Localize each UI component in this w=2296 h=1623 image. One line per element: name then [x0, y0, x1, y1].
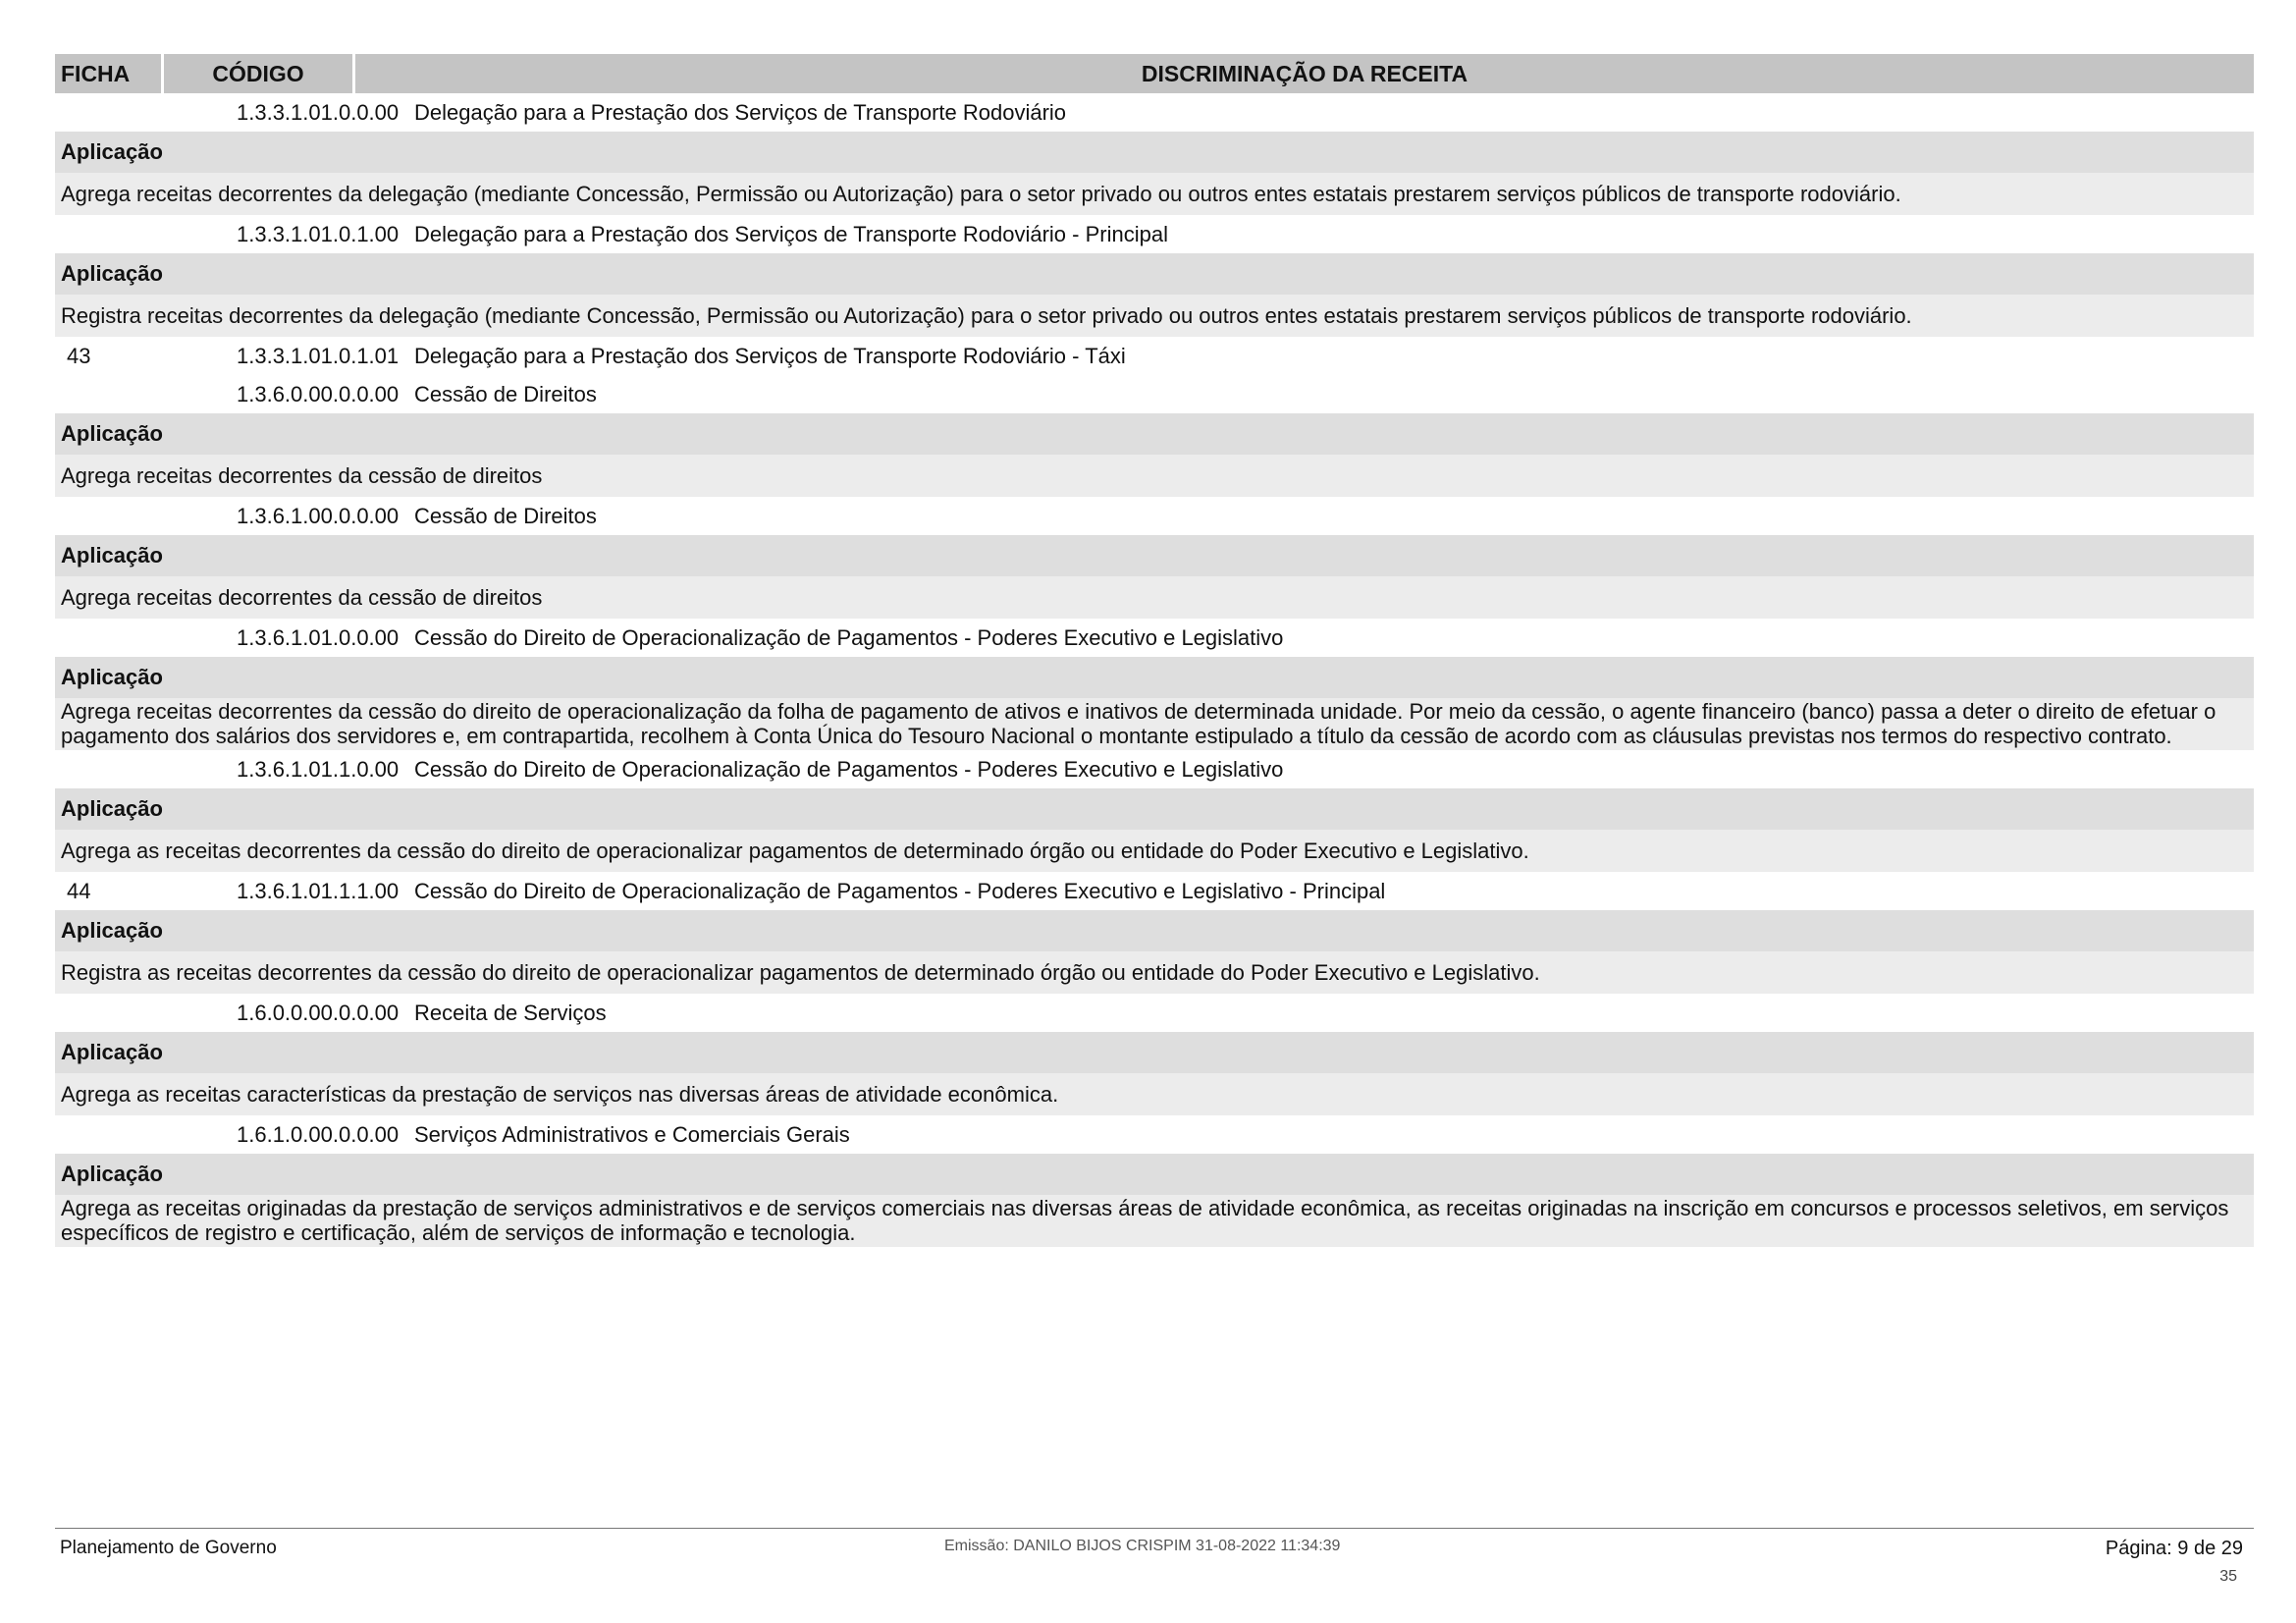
footer-page-indicator: Página: 9 de 29: [2105, 1538, 2243, 1559]
header-codigo: CÓDIGO: [164, 54, 352, 93]
code-row: [55, 994, 2254, 1032]
aplicacao-heading: Aplicação: [55, 1154, 2254, 1195]
codigo-cell: 1.3.3.1.01.0.1.00: [237, 221, 400, 246]
descricao-cell: Cessão de Direitos: [414, 503, 597, 528]
aplicacao-heading: Aplicação: [55, 253, 2254, 295]
descricao-cell: Cessão do Direito de Operacionalização de Pagamentos - Poderes Executivo e Legislativo: [414, 624, 1284, 650]
descricao-cell: Receita de Serviços: [414, 1000, 607, 1025]
aplicacao-text: Agrega receitas decorrentes da cessão de direitos: [55, 576, 2254, 619]
aplicacao-heading: Aplicação: [55, 413, 2254, 455]
aplicacao-text: Agrega receitas decorrentes da cessão de direitos: [55, 455, 2254, 497]
codigo-cell: 1.3.3.1.01.0.0.00: [237, 99, 400, 125]
code-row: [55, 497, 2254, 535]
codigo-cell: 1.3.6.0.00.0.0.00: [237, 381, 400, 406]
aplicacao-heading: Aplicação: [55, 910, 2254, 951]
code-row: [55, 750, 2254, 788]
code-row: [55, 215, 2254, 253]
footer-page-number: 35: [2219, 1568, 2237, 1585]
codigo-cell: 1.3.6.1.01.1.1.00: [237, 878, 400, 903]
descricao-cell: Delegação para a Prestação dos Serviços de Transporte Rodoviário: [414, 99, 1067, 125]
codigo-cell: 1.3.6.1.01.0.0.00: [237, 624, 400, 650]
aplicacao-text: Agrega as receitas decorrentes da cessão do direito de operacionalizar pagamentos de determinado órgão ou entidade do Poder Executivo e Legislativo.: [55, 830, 2254, 872]
table-header: [55, 54, 2254, 93]
aplicacao-text: Agrega as receitas originadas da prestação de serviços administrativos e de serviços comerciais nas diversas áreas de atividade econômica, as receitas originadas na inscrição em concursos e processos seletivos, em serviços específicos de registro e certificação, além de serviços de informação e tecnologia.: [55, 1195, 2254, 1247]
code-row: [55, 1115, 2254, 1154]
codigo-cell: 1.6.1.0.00.0.0.00: [237, 1121, 400, 1147]
header-discriminacao: DISCRIMINAÇÃO DA RECEITA: [355, 54, 2254, 93]
descricao-cell: Delegação para a Prestação dos Serviços de Transporte Rodoviário - Principal: [414, 221, 1168, 246]
code-row: [55, 93, 2254, 132]
aplicacao-text: Agrega receitas decorrentes da cessão do direito de operacionalização da folha de pagamento de ativos e inativos de determinada unidade. Por meio da cessão, o agente financeiro (banco) passa a deter o direito de efetuar o pagamento dos salários dos servidores e, em contrapartida, recolhem à Conta Única do Tesouro Nacional o montante estipulado a título da cessão de acordo com as cláusulas previstas nos termos do respectivo contrato.: [55, 698, 2254, 750]
aplicacao-heading: Aplicação: [55, 535, 2254, 576]
descricao-cell: Cessão do Direito de Operacionalização de Pagamentos - Poderes Executivo e Legislativo: [414, 756, 1284, 782]
aplicacao-heading: Aplicação: [55, 788, 2254, 830]
aplicacao-text: Agrega as receitas características da prestação de serviços nas diversas áreas de atividade econômica.: [55, 1073, 2254, 1115]
ficha-cell: 44: [67, 878, 91, 903]
footer-emissao: Emissão: DANILO BIJOS CRISPIM 31-08-2022 11:34:39: [944, 1538, 1341, 1554]
header-ficha: FICHA: [55, 54, 161, 93]
code-row: [55, 375, 2254, 413]
descricao-cell: Delegação para a Prestação dos Serviços de Transporte Rodoviário - Táxi: [414, 343, 1126, 368]
footer-divider: [55, 1528, 2254, 1529]
revenue-table: [55, 54, 2254, 1247]
code-row: [55, 337, 2254, 375]
aplicacao-heading: Aplicação: [55, 1032, 2254, 1073]
codigo-cell: 1.3.3.1.01.0.1.01: [237, 343, 400, 368]
descricao-cell: Cessão do Direito de Operacionalização de Pagamentos - Poderes Executivo e Legislativo - Principal: [414, 878, 1386, 903]
aplicacao-heading: Aplicação: [55, 132, 2254, 173]
aplicacao-text: Registra receitas decorrentes da delegação (mediante Concessão, Permissão ou Autorização) para o setor privado ou outros entes estatais prestarem serviços públicos de transporte rodoviário.: [55, 295, 2254, 337]
aplicacao-text: Registra as receitas decorrentes da cessão do direito de operacionalizar pagamentos de determinado órgão ou entidade do Poder Executivo e Legislativo.: [55, 951, 2254, 994]
descricao-cell: Serviços Administrativos e Comerciais Gerais: [414, 1121, 850, 1147]
aplicacao-text: Agrega receitas decorrentes da delegação (mediante Concessão, Permissão ou Autorização) para o setor privado ou outros entes estatais prestarem serviços públicos de transporte rodoviário.: [55, 173, 2254, 215]
code-row: [55, 872, 2254, 910]
footer-organization: Planejamento de Governo: [60, 1538, 277, 1558]
aplicacao-heading: Aplicação: [55, 657, 2254, 698]
codigo-cell: 1.6.0.0.00.0.0.00: [237, 1000, 400, 1025]
ficha-cell: 43: [67, 343, 91, 368]
codigo-cell: 1.3.6.1.01.1.0.00: [237, 756, 400, 782]
descricao-cell: Cessão de Direitos: [414, 381, 597, 406]
code-row: [55, 619, 2254, 657]
codigo-cell: 1.3.6.1.00.0.0.00: [237, 503, 400, 528]
